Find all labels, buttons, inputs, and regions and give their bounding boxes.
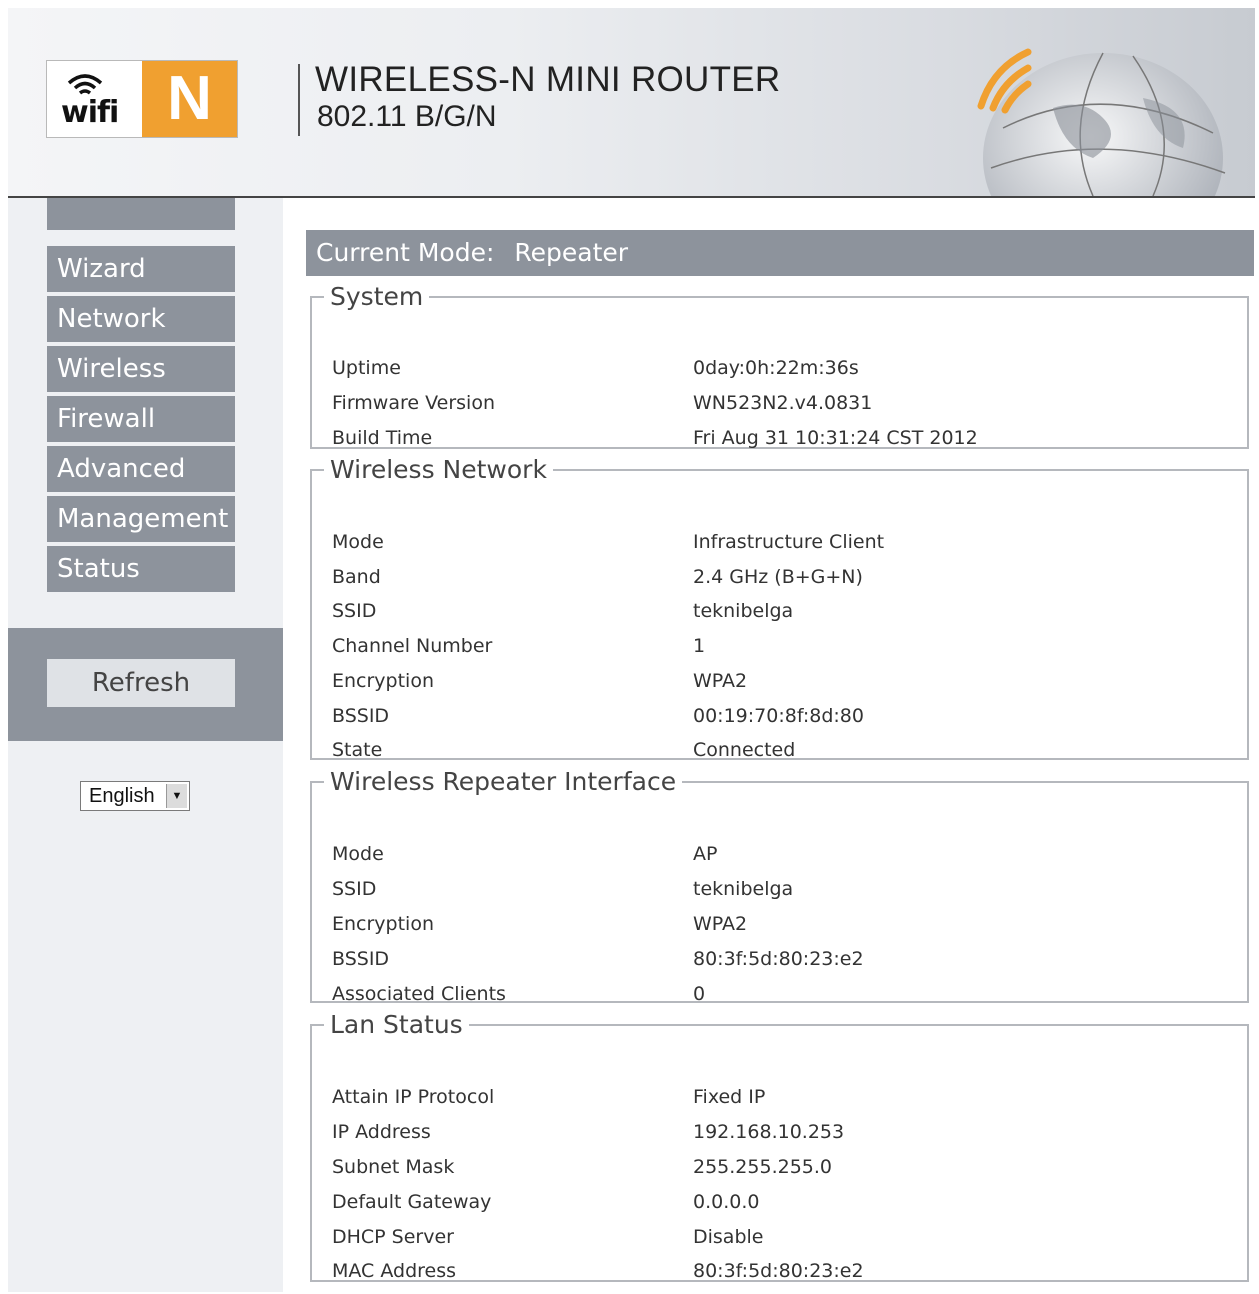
info-value: 80:3f:5d:80:23:e2 — [693, 1260, 864, 1282]
globe-signal-icon — [963, 38, 1255, 200]
section-title: Lan Status — [330, 1010, 463, 1039]
info-label: Encryption — [332, 913, 435, 935]
wifi-logo-icon — [47, 61, 142, 137]
lan-status-section — [310, 1010, 1249, 1282]
current-mode-value: Repeater — [514, 238, 629, 267]
info-label: Subnet Mask — [332, 1156, 455, 1178]
language-selected-value: English — [89, 785, 155, 807]
sidebar-item-status[interactable]: Status — [47, 546, 235, 592]
info-value: 192.168.10.253 — [693, 1121, 845, 1143]
section-title: Wireless Repeater Interface — [330, 767, 677, 796]
logo-wifi-text: wifi — [61, 95, 119, 130]
info-value: 1 — [693, 635, 706, 657]
info-label: Associated Clients — [332, 983, 506, 1005]
sidebar-item-network[interactable]: Network — [47, 296, 235, 342]
sidebar-item-wizard[interactable]: Wizard — [47, 246, 235, 292]
wireless-network-section — [310, 455, 1249, 760]
sidebar-item-firewall[interactable]: Firewall — [47, 396, 235, 442]
info-value: 2.4 GHz (B+G+N) — [693, 566, 863, 588]
info-value: WPA2 — [693, 670, 748, 692]
info-value: Disable — [693, 1226, 764, 1248]
info-value: teknibelga — [693, 600, 794, 622]
dropdown-arrow-icon[interactable]: ▼ — [166, 784, 187, 808]
info-label: BSSID — [332, 705, 390, 727]
info-label: Mode — [332, 531, 384, 553]
sidebar-item-management[interactable]: Management — [47, 496, 235, 542]
info-label: Channel Number — [332, 635, 493, 657]
info-value: 00:19:70:8f:8d:80 — [693, 705, 864, 727]
info-value: 0.0.0.0 — [693, 1191, 760, 1213]
info-value: 80:3f:5d:80:23:e2 — [693, 948, 864, 970]
info-value: WPA2 — [693, 913, 748, 935]
info-value: 0 — [693, 983, 706, 1005]
info-label: Mode — [332, 843, 384, 865]
info-label: Attain IP Protocol — [332, 1086, 495, 1108]
info-value: AP — [693, 843, 718, 865]
page-title: WIRELESS-N MINI ROUTER — [315, 60, 781, 99]
sidebar-item-advanced[interactable]: Advanced — [47, 446, 235, 492]
info-value: Fri Aug 31 10:31:24 CST 2012 — [693, 427, 978, 449]
page-subtitle: 802.11 B/G/N — [317, 100, 497, 133]
language-select[interactable] — [80, 781, 190, 811]
info-label: State — [332, 739, 383, 761]
info-label: DHCP Server — [332, 1226, 454, 1248]
logo-n-text: N — [142, 61, 237, 137]
refresh-button[interactable]: Refresh — [47, 659, 235, 707]
info-label: BSSID — [332, 948, 390, 970]
info-value: 0day:0h:22m:36s — [693, 357, 859, 379]
info-label: SSID — [332, 600, 377, 622]
sidebar-item-wireless[interactable]: Wireless — [47, 346, 235, 392]
info-label: Default Gateway — [332, 1191, 492, 1213]
header-divider — [298, 64, 300, 136]
info-label: IP Address — [332, 1121, 431, 1143]
section-title: System — [330, 282, 424, 311]
info-value: Connected — [693, 739, 796, 761]
wireless-repeater-section — [310, 767, 1249, 1003]
info-label: MAC Address — [332, 1260, 457, 1282]
system-section — [310, 282, 1249, 449]
info-value: WN523N2.v4.0831 — [693, 392, 873, 414]
current-mode-label: Current Mode: — [316, 238, 495, 267]
section-title: Wireless Network — [330, 455, 547, 484]
header-banner — [8, 8, 1255, 198]
info-value: 255.255.255.0 — [693, 1156, 833, 1178]
info-value: Fixed IP — [693, 1086, 766, 1108]
wifi-n-logo — [46, 60, 238, 138]
sidebar-nav — [47, 246, 235, 596]
current-mode-bar — [306, 230, 1254, 276]
sidebar-top-bar — [47, 198, 235, 230]
info-value: teknibelga — [693, 878, 794, 900]
info-label: SSID — [332, 878, 377, 900]
info-label: Uptime — [332, 357, 401, 379]
info-label: Encryption — [332, 670, 435, 692]
info-label: Firmware Version — [332, 392, 495, 414]
info-value: Infrastructure Client — [693, 531, 885, 553]
info-label: Band — [332, 566, 381, 588]
info-label: Build Time — [332, 427, 433, 449]
